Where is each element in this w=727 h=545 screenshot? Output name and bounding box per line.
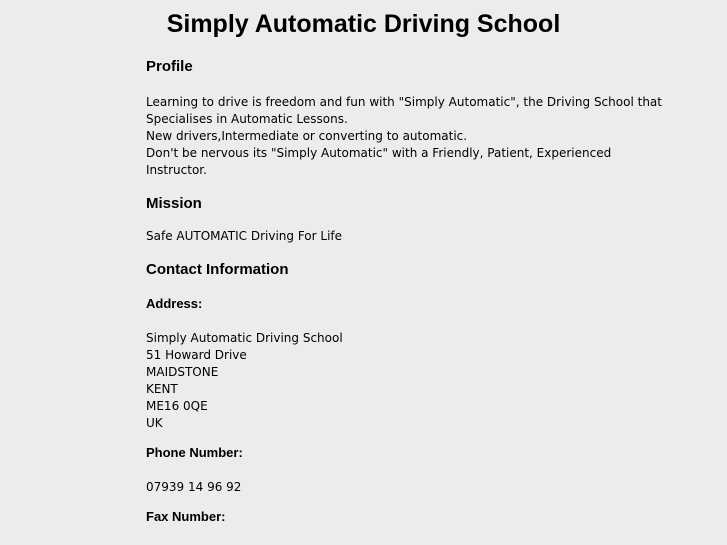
phone-label: Phone Number:: [146, 445, 243, 460]
page-title: Simply Automatic Driving School: [166, 10, 561, 38]
address-block: [146, 330, 662, 432]
address-line: 51 Howard Drive: [146, 348, 247, 362]
phone-number: 07939 14 96 92: [146, 480, 242, 494]
profile-paragraph: Learning to drive is freedom and fun with "Simply Automatic", the Driving School that Specialises in Automatic Lessons.: [146, 95, 662, 126]
profile-heading: Profile: [146, 58, 193, 75]
fax-label: Fax Number:: [146, 509, 226, 524]
mission-heading: Mission: [146, 195, 202, 212]
address-line: ME16 0QE: [146, 399, 208, 413]
profile-line-drivers: New drivers,Intermediate or converting to automatic.: [146, 129, 468, 143]
address-line: Simply Automatic Driving School: [146, 331, 343, 345]
contact-heading: Contact Information: [146, 261, 289, 278]
address-label: Address:: [146, 296, 203, 311]
address-line: MAIDSTONE: [146, 365, 219, 379]
address-line: KENT: [146, 382, 178, 396]
mission-text: Safe AUTOMATIC Driving For Life: [146, 229, 343, 243]
profile-line-instructor: Don't be nervous its "Simply Automatic" with a Friendly, Patient, Experienced Instructor.: [146, 146, 612, 177]
address-line: UK: [146, 416, 163, 430]
main-content: [146, 57, 662, 525]
